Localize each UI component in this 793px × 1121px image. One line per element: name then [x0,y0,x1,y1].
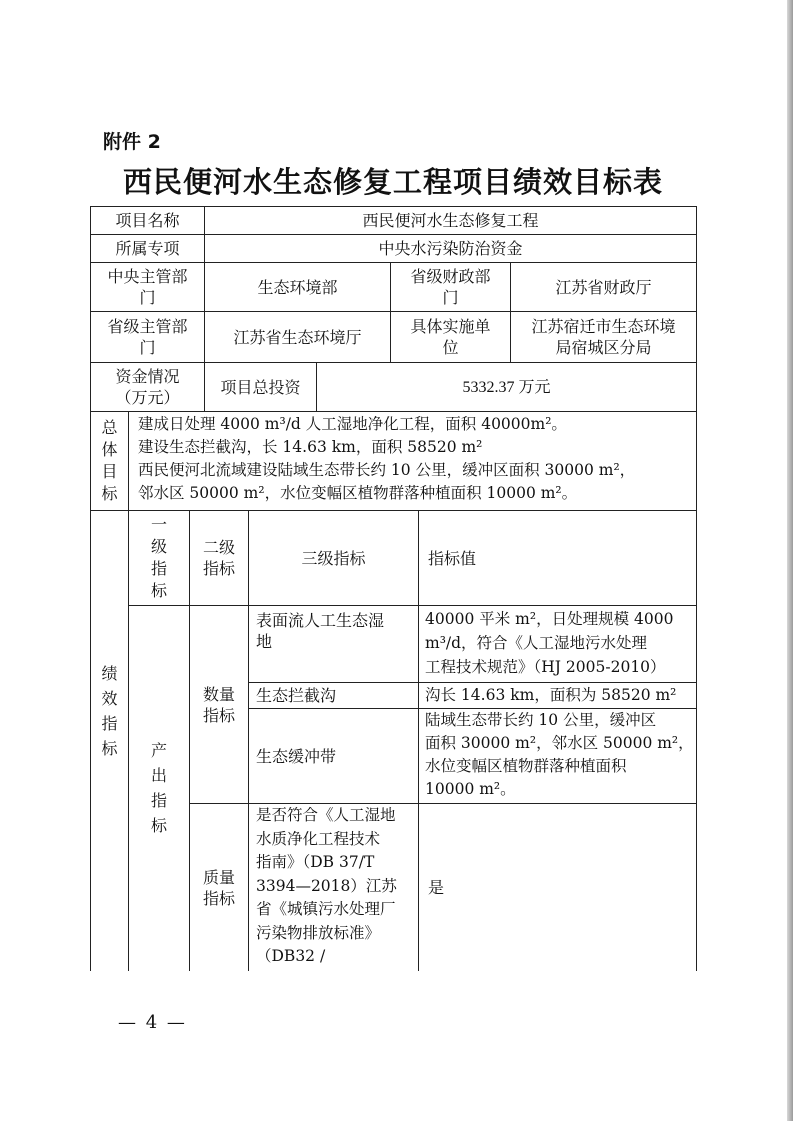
wetland-name: 表面流人工生态湿 地 [256,611,385,651]
buffer-value: 陆域生态带长约 10 公里，缓冲区 面积 30000 m²，邻水区 50000 m²， 水位变幅区植物群落种植面积 10000 m²。 [425,711,694,798]
page-number: — 4 — [118,1012,187,1033]
attachment-label: 附件 2 [103,131,161,153]
quality-value: 是 [428,878,445,897]
special-item-label: 所属专项 [115,239,180,258]
goal-line-1: 建成日处理 4000 m³/d 人工湿地净化工程，面积 40000m²。 [138,415,567,433]
total-investment-value: 5332.37 万元 [462,378,551,396]
funds-label: 资金情况 （万元） [115,367,180,407]
goal-line-4: 邻水区 50000 m²，水位变幅区植物群落种植面积 10000 m²。 [138,484,578,502]
overall-goal-text [135,413,695,509]
goal-line-3: 西民便河北流域建设陆域生态带长约 10 公里，缓冲区面积 30000 m²， [138,461,636,479]
quantity-indicator-label: 数量 指标 [202,684,235,725]
goal-line-2: 建设生态拦截沟，长 14.63 km，面积 58520 m² [138,438,483,456]
impl-unit-value: 江苏宿迁市生态环境 局宿城区分局 [531,317,676,357]
ditch-name: 生态拦截沟 [256,686,337,705]
performance-label: 绩 效 指 标 [101,664,118,758]
page-title: 西民便河水生态修复工程项目绩效目标表 [122,165,663,199]
central-dept-value: 生态环境部 [257,277,338,297]
central-dept-label: 中央主管部 门 [107,267,188,307]
prov-dept-label: 省级主管部 门 [107,317,188,357]
special-item-value: 中央水污染防治资金 [378,239,523,258]
ditch-value: 沟长 14.63 km，面积为 58520 m² [425,686,677,704]
level1-header: 一 级 指 标 [150,515,167,600]
level3-header: 三级指标 [301,548,366,568]
prov-dept-value: 江苏省生态环境厅 [233,327,362,347]
level2-header: 二级 指标 [202,538,235,578]
prov-finance-label: 省级财政部 门 [410,267,491,307]
overall-goal-label: 总 体 目 标 [101,418,118,503]
buffer-name: 生态缓冲带 [256,746,337,766]
impl-unit-label: 具体实施单 位 [410,317,491,357]
output-indicator-label: 产 出 指 标 [150,741,167,835]
quality-standard-name: 是否符合《人工湿地 水质净化工程技术 指南》（DB 37/T 3394—2018）江苏 省《城镇污水处理厂 污染物排放标准》 （DB32 / [256,806,397,965]
value-header: 指标值 [428,548,477,568]
project-name-label: 项目名称 [115,211,180,230]
project-name-value: 西民便河水生态修复工程 [362,211,539,230]
total-investment-label: 项目总投资 [220,377,301,397]
prov-finance-value: 江苏省财政厅 [555,277,652,297]
wetland-value: 40000 平米 m²，日处理规模 4000 m³/d，符合《人工湿地污水处理 工程技术规范》（HJ 2005-2010） [425,610,674,676]
quality-indicator-label: 质量 指标 [202,867,235,908]
